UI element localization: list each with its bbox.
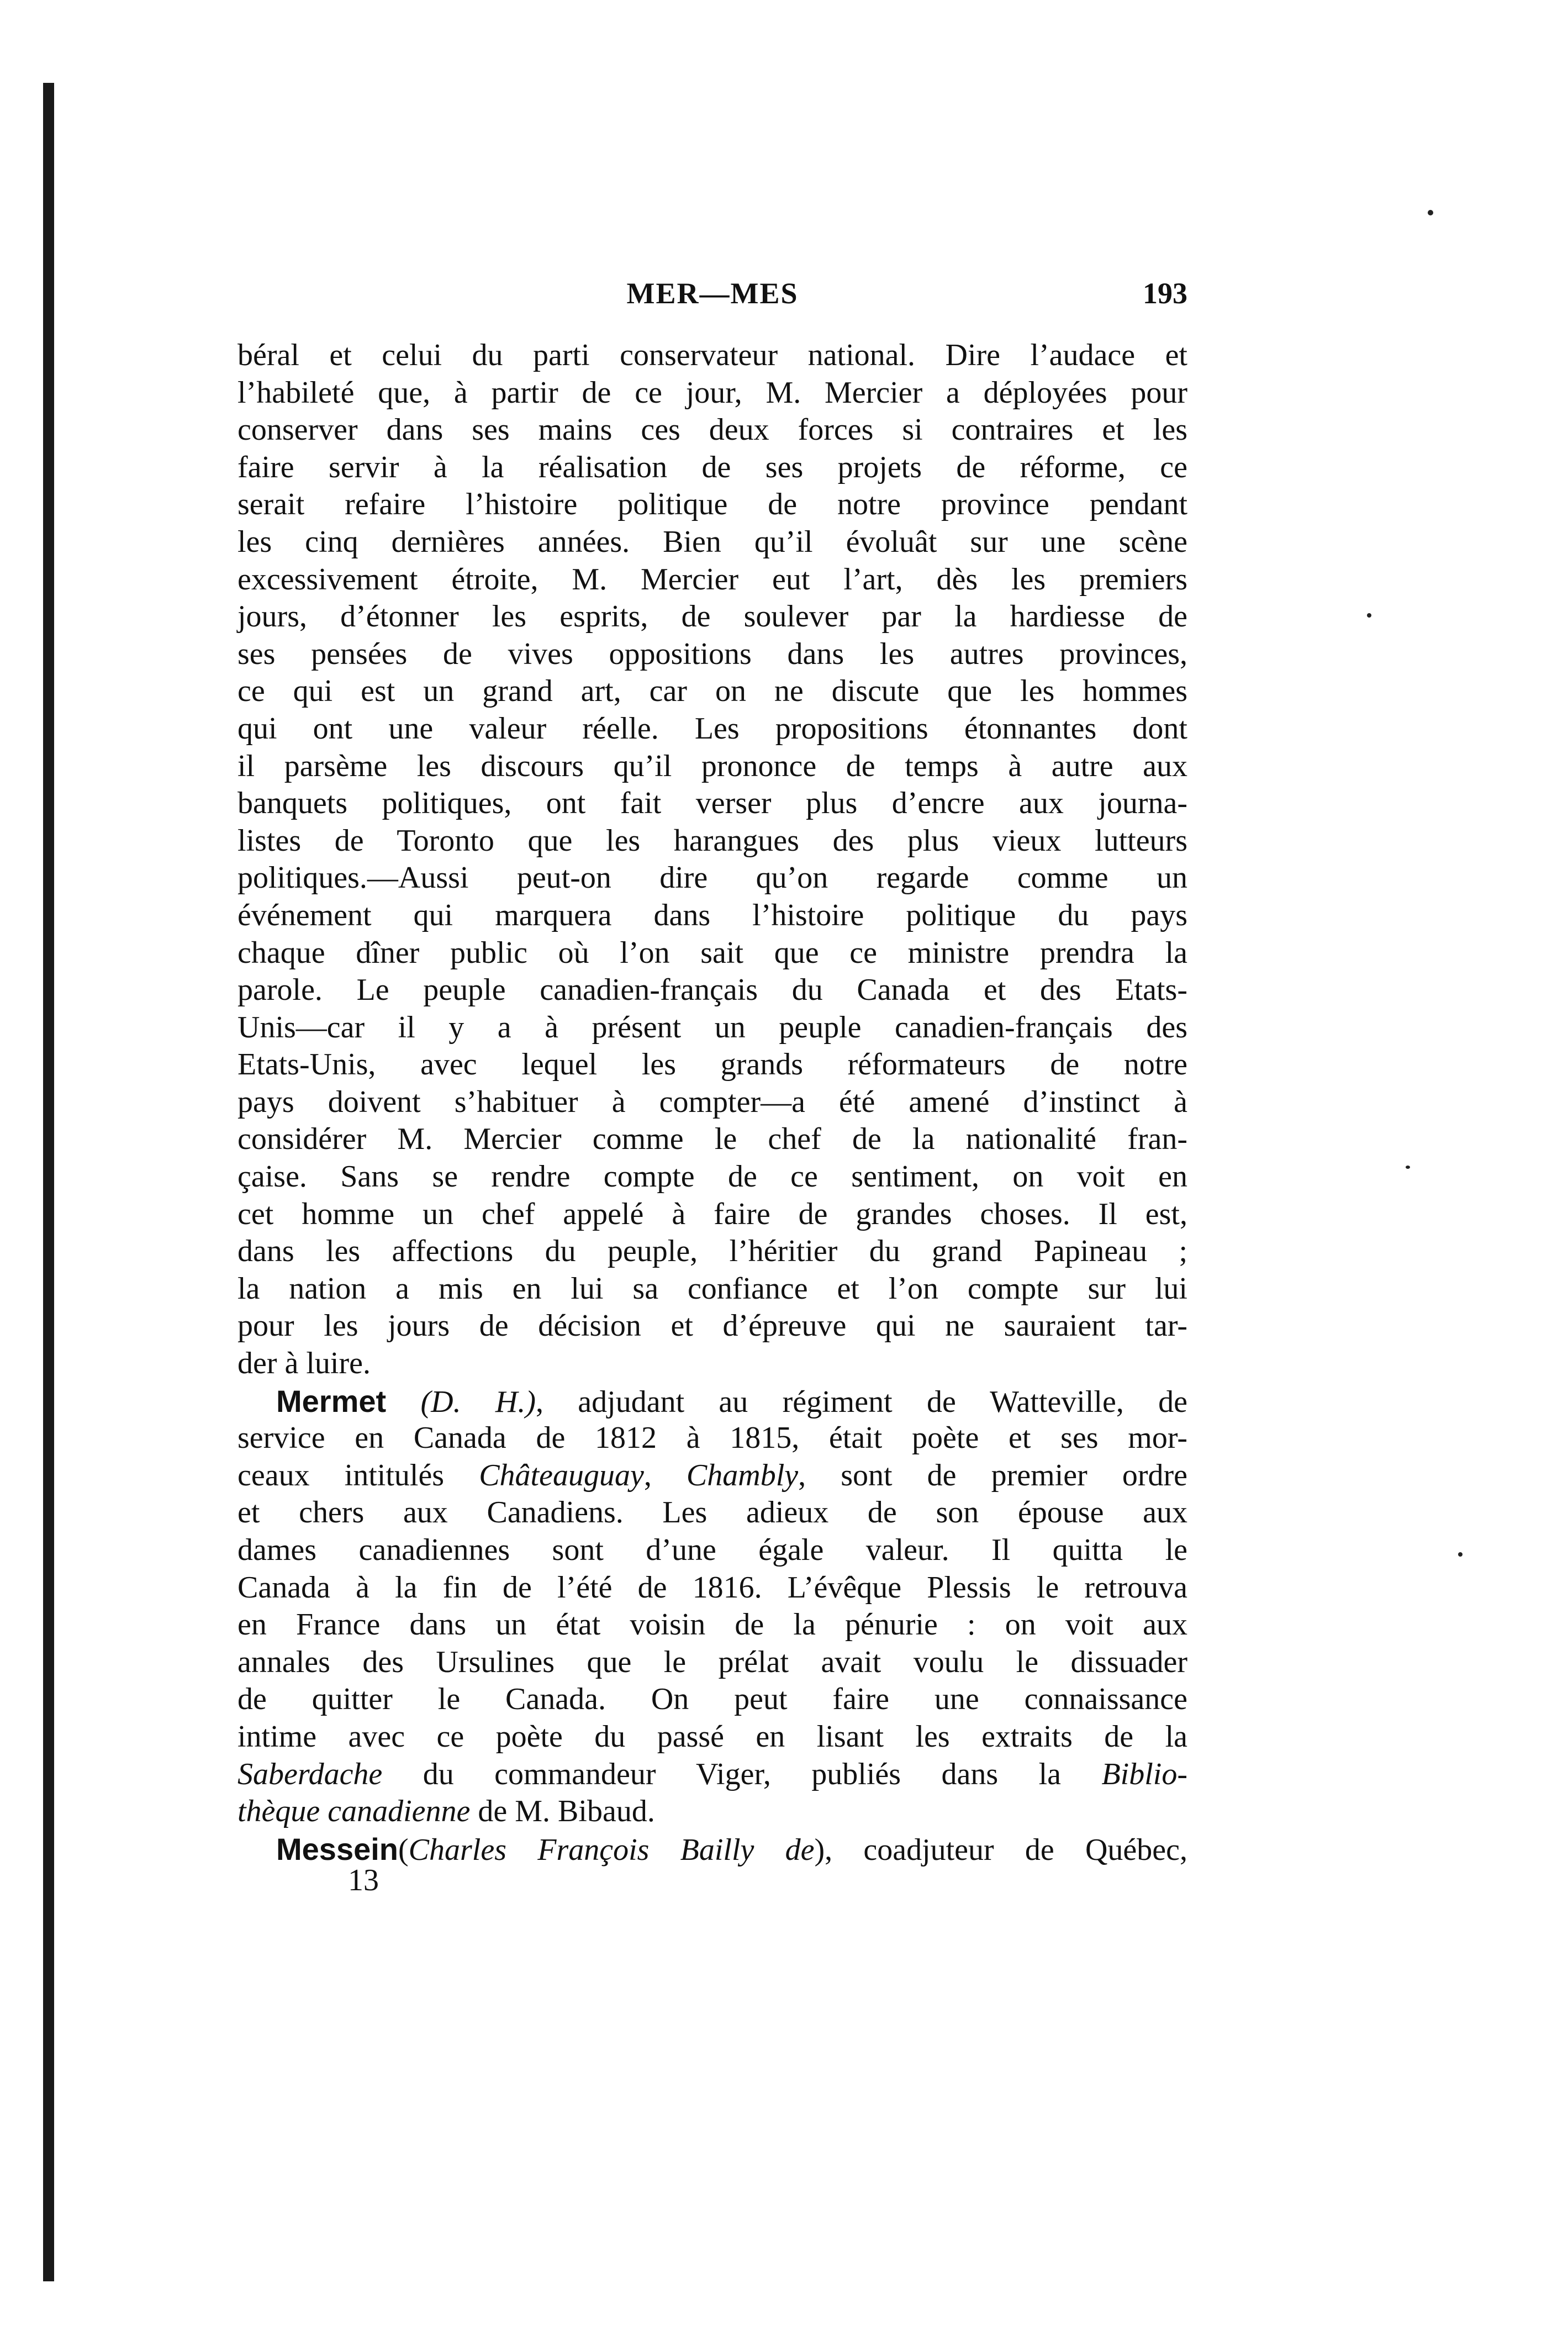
text-line xyxy=(237,1457,1187,1495)
text-line xyxy=(237,1793,1187,1831)
text-line: pays doivent s’habituer à compter—a été amené d’instinct à xyxy=(237,1084,1187,1119)
text-line: service en Canada de 1812 à 1815, était poète et ses mor- xyxy=(237,1421,1187,1456)
text-line: parole. Le peuple canadien-français du Canada et des Etats- xyxy=(237,973,1187,1008)
text-line: intime avec ce poète du passé en lisant les extraits de la xyxy=(237,1719,1187,1754)
body-text xyxy=(237,337,1187,1868)
text-line: serait refaire l’histoire politique de notre province pendant xyxy=(237,487,1187,522)
ink-speck xyxy=(1367,613,1371,618)
text-line: çaise. Sans se rendre compte de ce sentiment, on voit en xyxy=(237,1159,1187,1194)
text-line: il parsème les discours qu’il prononce de temps à autre aux xyxy=(237,748,1187,783)
text-line: excessivement étroite, M. Mercier eut l’art, dès les premiers xyxy=(237,562,1187,597)
text-line: l’habileté que, à partir de ce jour, M. Mercier a déployées pour xyxy=(237,375,1187,410)
text-line: listes de Toronto que les harangues des plus vieux lutteurs xyxy=(237,823,1187,858)
running-head: MER—MES xyxy=(626,277,799,310)
page-header xyxy=(237,276,1187,326)
text-line xyxy=(237,1756,1187,1794)
text-line: faire servir à la réalisation de ses projets de réforme, ce xyxy=(237,450,1187,484)
page-number: 193 xyxy=(1143,277,1187,310)
work-title: Saberdache xyxy=(237,1757,383,1791)
text-line: les cinq dernières années. Bien qu’il évoluât sur une scène xyxy=(237,524,1187,559)
text-line: et chers aux Canadiens. Les adieux de son épouse aux xyxy=(237,1495,1187,1530)
binding-edge xyxy=(43,83,54,2281)
text-line: Canada à la fin de l’été de 1816. L’évêque Plessis le retrouva xyxy=(237,1570,1187,1605)
entry-name-mermet: Mermet xyxy=(276,1383,387,1419)
text-fragment: ceaux intitulés xyxy=(237,1458,479,1493)
text-line: considérer M. Mercier comme le chef de la nationalité fran- xyxy=(237,1122,1187,1157)
signature-mark: 13 xyxy=(348,1863,379,1897)
text-fragment: du commandeur Viger, publiés dans la xyxy=(382,1757,1102,1791)
text-line: politiques.—Aussi peut-on dire qu’on regarde comme un xyxy=(237,861,1187,895)
text-line: banquets politiques, ont fait verser plus d’encre aux journa- xyxy=(237,786,1187,821)
ink-speck xyxy=(1406,1166,1410,1169)
text-fragment: , adjudant au régiment de Watteville, de xyxy=(535,1384,1187,1419)
entry-fullname: Charles François Bailly de xyxy=(408,1832,815,1867)
text-line: dans les affections du peuple, l’héritier du grand Papineau ; xyxy=(237,1234,1187,1269)
work-title: thèque canadienne xyxy=(237,1794,471,1829)
text-line: ce qui est un grand art, car on ne discute que les hommes xyxy=(237,674,1187,709)
text-line: qui ont une valeur réelle. Les propositions étonnantes dont xyxy=(237,711,1187,746)
text-line: la nation a mis en lui sa confiance et l’on compte sur lui xyxy=(237,1271,1187,1306)
text-fragment: , xyxy=(643,1458,687,1493)
text-line: béral et celui du parti conservateur national. Dire l’audace et xyxy=(237,338,1187,372)
entry-initials: (D. H.) xyxy=(420,1384,536,1419)
text-fragment: ( xyxy=(398,1832,409,1867)
text-line: conserver dans ses mains ces deux forces si contraires et les xyxy=(237,413,1187,447)
entry-messein-line xyxy=(237,1831,1187,1868)
text-line: de quitter le Canada. On peut faire une connaissance xyxy=(237,1682,1187,1717)
text-fragment: , sont de premier ordre xyxy=(798,1458,1187,1493)
poem-title: Châteauguay xyxy=(479,1458,644,1493)
work-title: Biblio- xyxy=(1101,1757,1187,1791)
ink-speck xyxy=(1458,1552,1463,1557)
text-line: événement qui marquera dans l’histoire politique du pays xyxy=(237,898,1187,932)
ink-speck xyxy=(1428,210,1433,215)
text-line: dames canadiennes sont d’une égale valeur. Il quitta le xyxy=(237,1533,1187,1567)
poem-title: Chambly xyxy=(686,1458,799,1493)
entry-name-messein: Messein xyxy=(276,1831,398,1867)
entry-mermet-line xyxy=(237,1383,1187,1420)
text-line: en France dans un état voisin de la pénurie : on voit aux xyxy=(237,1607,1187,1642)
text-line: ses pensées de vives oppositions dans les autres provinces, xyxy=(237,636,1187,671)
text-line: annales des Ursulines que le prélat avait voulu le dissuader xyxy=(237,1644,1187,1679)
text-fragment: de M. Bibaud. xyxy=(470,1794,655,1829)
text-line: Etats-Unis, avec lequel les grands réformateurs de notre xyxy=(237,1047,1187,1082)
text-line: Unis—car il y a à présent un peuple canadien-français des xyxy=(237,1010,1187,1045)
text-line: cet homme un chef appelé à faire de grandes choses. Il est, xyxy=(237,1196,1187,1231)
text-line: jours, d’étonner les esprits, de soulever par la hardiesse de xyxy=(237,599,1187,634)
text-fragment: ), coadjuteur de Québec, xyxy=(814,1832,1187,1867)
text-line: der à luire. xyxy=(237,1346,371,1381)
text-line: chaque dîner public où l’on sait que ce ministre prendra la xyxy=(237,935,1187,970)
text-line: pour les jours de décision et d’épreuve qui ne sauraient tar- xyxy=(237,1309,1187,1343)
